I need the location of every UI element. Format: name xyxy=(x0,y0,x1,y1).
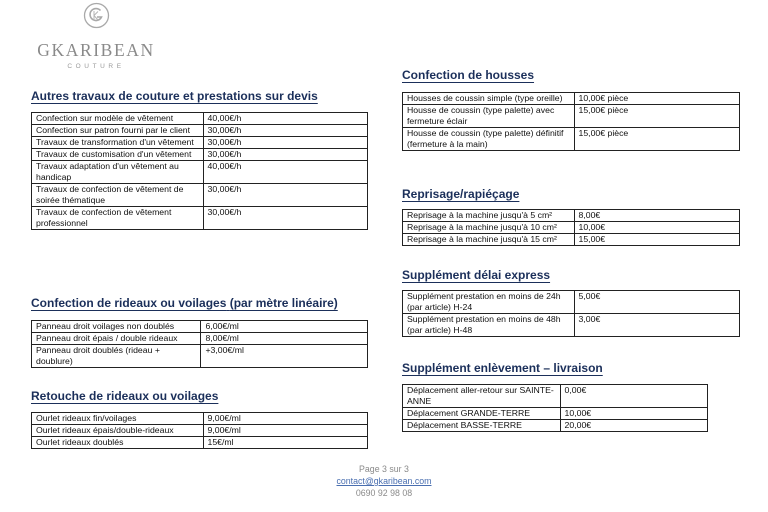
service-price: 10,00€ pièce xyxy=(574,93,740,105)
table-row xyxy=(32,125,368,137)
service-price: 10,00€ xyxy=(574,222,740,234)
service-price: 40,00€/h xyxy=(203,113,367,125)
service-label: Travaux de transformation d'un vêtement xyxy=(32,137,204,149)
service-price: 30,00€/h xyxy=(203,137,367,149)
service-label: Confection sur patron fourni par le client xyxy=(32,125,204,137)
service-label: Reprisage à la machine jusqu'à 15 cm² xyxy=(403,234,575,246)
table-row xyxy=(403,128,740,151)
section-title-autres: Autres travaux de couture et prestations sur devis xyxy=(31,89,318,103)
service-price: 8,00€ xyxy=(574,210,740,222)
service-label: Déplacement aller-retour sur SAINTE-ANNE xyxy=(403,385,561,408)
service-price: 3,00€ xyxy=(574,314,739,337)
table-row xyxy=(32,207,368,230)
table-row xyxy=(32,184,368,207)
section-title-livraison: Supplément enlèvement – livraison xyxy=(402,361,603,375)
brand-name: GKARIBEAN xyxy=(37,40,155,60)
table-row xyxy=(403,291,740,314)
table-row xyxy=(32,437,368,449)
service-price: 15€/ml xyxy=(203,437,367,449)
section-title-rideaux xyxy=(31,296,338,310)
service-label: Panneau droit voilages non doublés xyxy=(32,321,201,333)
service-price: 20,00€ xyxy=(560,420,707,432)
brand-monogram-icon xyxy=(83,2,110,29)
service-label: Supplément prestation en moins de 24h (par article) H-24 xyxy=(403,291,575,314)
contact-phone: 0690 92 98 08 xyxy=(355,488,413,498)
service-price: 30,00€/h xyxy=(203,125,367,137)
contact-email-link[interactable]: contact@gkaribean.com xyxy=(336,476,432,486)
table-row xyxy=(403,420,708,432)
table-row xyxy=(32,113,368,125)
service-price: 5,00€ xyxy=(574,291,739,314)
brand-logo xyxy=(30,0,162,76)
table-autres xyxy=(31,112,368,230)
table-rideaux xyxy=(31,320,368,368)
service-price: +3,00€/ml xyxy=(201,345,368,368)
table-express xyxy=(402,290,740,337)
service-price: 9,00€/ml xyxy=(203,425,367,437)
page-number: Page 3 sur 3 xyxy=(359,464,409,474)
service-price: 15,00€ xyxy=(574,234,740,246)
service-label: Déplacement BASSE-TERRE xyxy=(403,420,561,432)
service-label: Déplacement GRANDE-TERRE xyxy=(403,408,561,420)
service-label: Confection sur modèle de vêtement xyxy=(32,113,204,125)
table-row xyxy=(32,137,368,149)
service-price: 30,00€/h xyxy=(203,184,367,207)
service-price: 9,00€/ml xyxy=(203,413,367,425)
service-label: Panneau droit épais / double rideaux xyxy=(32,333,201,345)
service-price: 30,00€/h xyxy=(203,207,367,230)
section-title-reprisage: Reprisage/rapiéçage xyxy=(402,187,520,201)
service-price: 6,00€/ml xyxy=(201,321,368,333)
section-title-express: Supplément délai express xyxy=(402,268,551,282)
table-row xyxy=(32,425,368,437)
service-label: Supplément prestation en moins de 48h (par article) H-48 xyxy=(403,314,575,337)
service-label: Ourlet rideaux doublés xyxy=(32,437,204,449)
table-row xyxy=(403,210,740,222)
table-row xyxy=(32,345,368,368)
service-label: Ourlet rideaux fin/voilages xyxy=(32,413,204,425)
table-row xyxy=(403,234,740,246)
section-title-rideaux-main: Confection de rideaux ou voilages xyxy=(31,296,227,310)
section-title-retouche: Retouche de rideaux ou voilages xyxy=(31,389,219,403)
service-label: Travaux de confection de vêtement professionnel xyxy=(32,207,204,230)
service-price: 30,00€/h xyxy=(203,149,367,161)
service-label: Travaux adaptation d'un vêtement au handicap xyxy=(32,161,204,184)
service-label: Housse de coussin (type palette) définitif (fermeture à la main) xyxy=(403,128,575,151)
table-row xyxy=(403,314,740,337)
table-row xyxy=(403,105,740,128)
brand-subtitle: COUTURE xyxy=(67,63,125,70)
service-label: Panneau droit doublés (rideau + doublure) xyxy=(32,345,201,368)
service-label: Travaux de confection de vêtement de soirée thématique xyxy=(32,184,204,207)
table-row xyxy=(403,93,740,105)
table-retouche xyxy=(31,412,368,449)
service-label: Housse de coussin (type palette) avec fermeture éclair xyxy=(403,105,575,128)
service-price: 15,00€ pièce xyxy=(574,128,740,151)
service-label: Housses de coussin simple (type oreille) xyxy=(403,93,575,105)
table-reprisage xyxy=(402,209,740,246)
table-row xyxy=(403,385,708,408)
service-label: Ourlet rideaux épais/double-rideaux xyxy=(32,425,204,437)
table-row xyxy=(403,408,708,420)
table-row xyxy=(32,149,368,161)
table-row xyxy=(32,413,368,425)
service-price: 8,00€/ml xyxy=(201,333,368,345)
service-price: 40,00€/h xyxy=(203,161,367,184)
service-label: Travaux de customisation d'un vêtement xyxy=(32,149,204,161)
table-livraison xyxy=(402,384,708,432)
service-price: 0,00€ xyxy=(560,385,707,408)
table-row xyxy=(32,321,368,333)
service-price: 10,00€ xyxy=(560,408,707,420)
service-label: Reprisage à la machine jusqu'à 10 cm² xyxy=(403,222,575,234)
table-housses xyxy=(402,92,740,151)
service-price: 15,00€ pièce xyxy=(574,105,740,128)
section-title-rideaux-suffix: (par mètre linéaire) xyxy=(229,296,338,310)
table-row xyxy=(32,161,368,184)
table-row xyxy=(32,333,368,345)
service-label: Reprisage à la machine jusqu'à 5 cm² xyxy=(403,210,575,222)
table-row xyxy=(403,222,740,234)
section-title-housses: Confection de housses xyxy=(402,68,535,82)
